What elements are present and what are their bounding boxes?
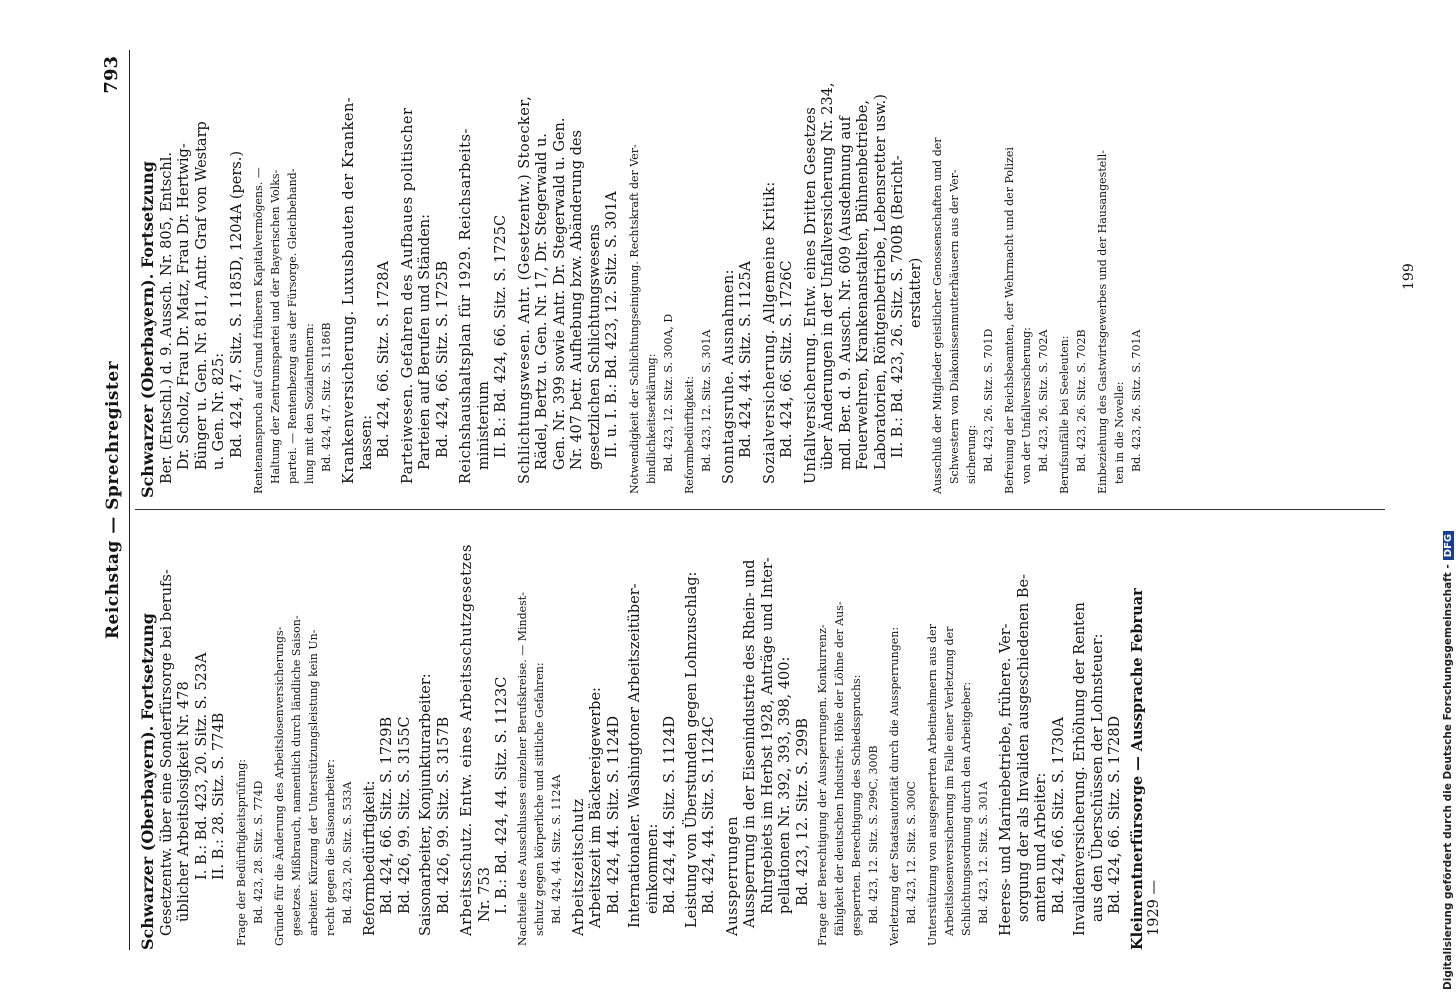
sub-entry: u. Gen. Nr. 825: bbox=[211, 352, 227, 470]
reference: Bd. 424, 44. Sitz. S. 1124A bbox=[549, 774, 563, 924]
sub-entry: kassen: bbox=[358, 414, 375, 470]
sub-entry: amten und Arbeiter: bbox=[1033, 772, 1049, 922]
note: Notwendigkeit der Schlichtungseinigung. Rechtskraft der Ver- bbox=[627, 144, 641, 494]
column-divider bbox=[135, 509, 1385, 510]
sub-entry: üblicher Arbeitslosigkeit Nr. 478 bbox=[176, 681, 192, 922]
reference: Bd. 423, 12. Sitz. S. 300A, D bbox=[661, 313, 675, 472]
reference: Bd. 424, 66. Sitz. S. 1726C bbox=[779, 260, 795, 458]
reference: Bd. 424, 47. Sitz. S. 1186B bbox=[320, 322, 333, 472]
reference: II. u. I. B.: Bd. 423, 12. Sitz. S. 301A bbox=[604, 191, 620, 458]
note: bindlichkeitserklärung: bbox=[644, 353, 658, 484]
note: sicherung: bbox=[965, 424, 978, 484]
sub-entry: Heeres- und Marinebetriebe, frühere. Ver- bbox=[998, 623, 1014, 936]
reference: Bd. 423, 12. Sitz. S. 301A bbox=[699, 329, 713, 472]
reference: Bd. 424, 44. Sitz. S. 1124D bbox=[662, 715, 678, 914]
note: lung mit den Sozialrentnern: bbox=[303, 323, 316, 484]
sub-entry: Nr. 753 bbox=[476, 867, 493, 922]
note: Ausschluß der Mitglieder geistlicher Genossenschaften und der bbox=[931, 137, 944, 494]
sub-entry: über Änderungen in der Unfallversicherung Nr. 234, bbox=[820, 82, 836, 470]
note: Gründe für die Änderung des Arbeitslosenversicherungs- bbox=[272, 626, 286, 946]
sub-entry: Ruhrgebiets im Herbst 1928, Anträge und Inter- bbox=[759, 557, 776, 914]
sub-entry: ministerium bbox=[475, 381, 492, 470]
sub-entry: Unfallversicherung. Entw. eines Dritten Gesetzes bbox=[802, 106, 819, 484]
sub-entry: Rädel, Bertz u. Gen. Nr. 17, Dr. Stegerwald u. bbox=[534, 133, 550, 470]
entry-heading: Schwarzer (Oberbayern). Fortsetzung bbox=[138, 613, 157, 950]
right-column bbox=[139, 50, 1151, 498]
reference: Bd. 424, 66. Sitz. S. 1729B bbox=[379, 716, 395, 914]
sub-entry: Sozialversicherung. Allgemeine Kritik: bbox=[761, 181, 778, 484]
catchword: 199 bbox=[1401, 263, 1417, 290]
reference: Bd. 423, 12. Sitz. S. 300C bbox=[905, 781, 918, 924]
note: fähigkeit der deutschen Industrie. Höhe der Löhne der Aus- bbox=[833, 601, 846, 936]
digitization-note bbox=[1442, 10, 1456, 990]
page-number: 793 bbox=[101, 56, 122, 94]
sub-entry: Aussperrung in der Eisenindustrie des Rhein- und bbox=[742, 559, 758, 928]
reference: Bd. 426, 99. Sitz. S. 3155C bbox=[396, 716, 413, 914]
note: Verletzung der Staatsautorität durch die Aussperrungen: bbox=[888, 626, 901, 946]
sub-entry: Aussperrungen bbox=[724, 815, 741, 936]
sub-entry: sorgung der als Invaliden ausgeschiedenen Be- bbox=[1015, 574, 1032, 922]
note: Einbeziehung des Gastwirtsgewerbes und der Hausangestell- bbox=[1096, 149, 1109, 494]
note: ten in die Novelle: bbox=[1113, 381, 1126, 484]
reference: II. B.: 28. Sitz. S. 774B bbox=[211, 712, 227, 880]
note: Frage der Bedürftigkeitsprüfung: bbox=[234, 759, 248, 946]
reference: I. B.: Bd. 424, 44. Sitz. S. 1123C bbox=[494, 676, 510, 914]
sub-entry: Leistung von Überstunden gegen Lohnzuschlag: bbox=[683, 571, 700, 928]
reference: erstatter) bbox=[907, 257, 924, 328]
reference: Bd. 424, 44. Sitz. S. 1124D bbox=[605, 715, 622, 914]
sub-entry: Kleinrentnerfürsorge — Aussprache Februar bbox=[1128, 588, 1146, 950]
sub-entry: gesetzlichen Schlichtungswesens bbox=[586, 224, 603, 470]
dfg-logo: DFG bbox=[1443, 531, 1454, 560]
sub-entry: einkommen: bbox=[644, 823, 661, 914]
note: Haltung der Zentrumspartei und der Bayerischen Volks- bbox=[269, 169, 282, 484]
sub-entry: Gen. Nr. 399 sowie Antr. Dr. Stegerwald u. Gen. bbox=[551, 117, 568, 470]
note: Reformbedürftigkeit: bbox=[682, 376, 696, 494]
reference: Bd. 424, 47. Sitz. S. 1185D, 1204A (pers.) bbox=[228, 151, 245, 458]
note: partei. — Rentenbezug aus der Fürsorge. Gleichbehand- bbox=[286, 168, 299, 484]
reference: Bd. 423, 26. Sitz. S. 702B bbox=[1075, 329, 1088, 472]
sub-entry: Parteien auf Berufen und Ständen: bbox=[417, 213, 433, 470]
sub-entry: Schlichtungswesen. Antr. (Gesetzentw.) Stoecker, bbox=[516, 95, 533, 484]
sub-entry: Reformbedürftigkeit: bbox=[361, 780, 378, 936]
reference: Bd. 423, 12. Sitz. S. 301A bbox=[977, 781, 990, 924]
note: Schlichtungsordnung durch den Arbeitgeber: bbox=[960, 681, 973, 936]
entry-heading: Schwarzer (Oberbayern). Fortsetzung bbox=[138, 161, 157, 498]
note: Arbeitslosenversicherung im Falle einer Verletzung der bbox=[943, 626, 956, 936]
sub-entry: Arbeitsschutz. Entw. eines Arbeitsschutzgesetzes bbox=[459, 544, 475, 936]
sub-entry: Laboratorien, Röntgenbetriebe, Lebensretter usw.) bbox=[872, 94, 889, 470]
left-column bbox=[139, 520, 1164, 950]
register-page bbox=[95, 50, 1415, 950]
sub-entry: Saisonarbeiter, Konjunkturarbeiter: bbox=[418, 673, 434, 936]
sub-entry: Arbeitszeit im Bäckereigewerbe: bbox=[588, 687, 604, 928]
note: Rentenanspruch auf Grund früheren Kapitalvermögens. — bbox=[252, 167, 265, 494]
note: recht gegen die Saisonarbeiter: bbox=[323, 759, 337, 936]
reference: Bd. 423, 28. Sitz. S. 774D bbox=[251, 780, 265, 924]
sub-entry: Dr. Scholz, Frau Dr. Matz, Frau Dr. Hertwig- bbox=[176, 143, 192, 470]
sub-entry: Reichshaushaltsplan für 1929. Reichsarbeits- bbox=[458, 128, 474, 484]
sub-entry: Invalidenversicherung. Erhöhung der Renten bbox=[1072, 602, 1088, 936]
sub-entry: Gesetzentw. über eine Sonderfürsorge bei berufs- bbox=[158, 569, 175, 936]
reference: Bd. 423, 12. Sitz. S. 299B bbox=[794, 718, 811, 906]
note: Berufsunfälle bei Seeleuten: bbox=[1058, 335, 1071, 494]
sub-entry: Feuerwehren, Krankenanstalten, Bühnenbetriebe, bbox=[855, 100, 871, 470]
sub-entry: 1929 — bbox=[1146, 879, 1162, 936]
note: Frage der Berechtigung der Aussperrungen. Konkurrenz- bbox=[816, 624, 829, 946]
sub-entry: Ber. (Entschl.) d. 9. Aussch. Nr. 805, Entschl. bbox=[158, 152, 175, 484]
note: arbeiter. Kürzung der Unterstützungsleistung kein Un- bbox=[306, 629, 320, 936]
sub-entry: Krankenversicherung. Luxusbauten der Kranken- bbox=[341, 96, 357, 484]
sub-entry: Internationaler. Washingtoner Arbeitszeitüber- bbox=[627, 583, 643, 928]
reference: Bd. 424, 66. Sitz. S. 1730A bbox=[1050, 717, 1067, 914]
reference: Bd. 423, 20. Sitz. S. 533A bbox=[340, 781, 354, 924]
note: Befreiung der Reichsbeamten, der Wehrmacht und der Polizei bbox=[1003, 147, 1016, 494]
reference: Bd. 426, 99. Sitz. S. 3157B bbox=[435, 716, 452, 914]
reference: Bd. 424, 44. Sitz. S. 1125A bbox=[738, 261, 754, 458]
header-rule bbox=[129, 50, 130, 950]
reference: Bd. 423, 26. Sitz. S. 702A bbox=[1037, 329, 1050, 472]
reference: II. B.: Bd. 423, 26. Sitz. S. 700B (Bericht- bbox=[890, 155, 906, 458]
reference: Bd. 424, 66. Sitz. S. 1725B bbox=[434, 260, 451, 458]
note: Schwestern von Diakonissenmutterhäusern aus der Ver- bbox=[948, 169, 961, 484]
note: gesperrten. Berechtigung des Schiedsspruchs: bbox=[850, 674, 863, 936]
running-title: Reichstag — Sprechregister bbox=[103, 360, 123, 640]
reference: II. B.: Bd. 424, 66. Sitz. S. 1725C bbox=[493, 214, 509, 458]
note: gesetzes. Mißbrauch, namentlich durch ländliche Saison- bbox=[289, 615, 303, 936]
reference: Bd. 423, 26. Sitz. S. 701A bbox=[1130, 329, 1143, 472]
sub-entry: Sonntagsruhe. Ausnahmen: bbox=[720, 268, 737, 484]
digitization-text: Digitalisierung gefördert durch die Deutsche Forschungsgemeinschaft - bbox=[1442, 564, 1454, 990]
note: Nachteile des Ausschlusses einzelner Berufskreise. — Mindest- bbox=[515, 592, 529, 946]
reference: Bd. 424, 44. Sitz. S. 1124C bbox=[701, 716, 717, 914]
note: Unterstützung von ausgesperrten Arbeitnehmern aus der bbox=[926, 624, 939, 946]
sub-entry: Nr. 407 betr. Aufhebung bzw. Abänderung des bbox=[569, 130, 585, 470]
sub-entry: aus den Überschüssen der Lohnsteuer: bbox=[1089, 633, 1106, 922]
sub-entry: Arbeitszeitschutz bbox=[570, 798, 587, 936]
sub-entry: mdl. Ber. d. 9. Aussch. Nr. 609 (Ausdehnung auf bbox=[837, 116, 854, 470]
sub-entry: pellationen Nr. 392, 393, 398, 400: bbox=[777, 656, 793, 914]
reference: Bd. 423, 26. Sitz. S. 701D bbox=[982, 328, 995, 472]
reference: Bd. 424, 66. Sitz. S. 1728D bbox=[1107, 715, 1123, 914]
sub-entry: Parteiwesen. Gefahren des Aufbaues politischer bbox=[399, 107, 416, 484]
reference: I. B.: Bd. 423, 20. Sitz. S. 523A bbox=[193, 652, 210, 880]
note: schutz gegen körperliche und sittliche Gefahren: bbox=[532, 662, 546, 936]
reference: Bd. 423, 12. Sitz. S. 299C, 300B bbox=[867, 745, 880, 924]
sub-entry: Bünger u. Gen. Nr. 811, Antr. Graf von Westarp bbox=[193, 121, 210, 470]
reference: Bd. 424, 66. Sitz. S. 1728A bbox=[376, 261, 392, 458]
note: von der Unfallversicherung: bbox=[1020, 327, 1033, 484]
